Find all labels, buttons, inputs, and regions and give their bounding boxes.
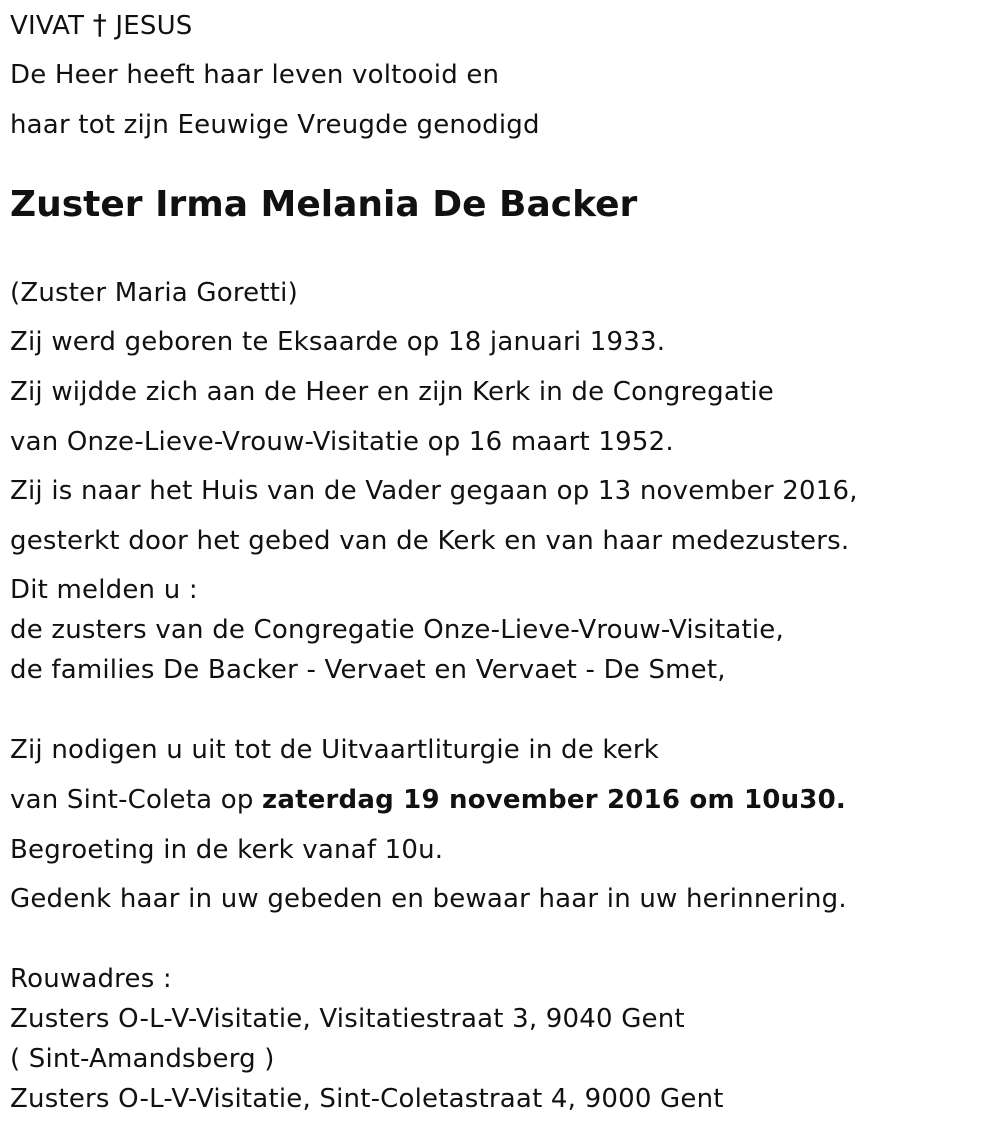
intro-line-2: haar tot zijn Eeuwige Vreugde genodigd — [10, 110, 540, 140]
funeral-date-time: zaterdag 19 november 2016 om 10u30. — [262, 785, 846, 815]
vivat-text: VIVAT — [10, 11, 85, 41]
cross-icon: † — [92, 8, 107, 41]
deceased-name: Zuster Irma Melania De Backer — [10, 184, 638, 225]
church-line — [10, 783, 846, 817]
address-line-1: Zusters O-L-V-Visitatie, Visitatiestraat 3, 9040 Gent — [10, 1004, 685, 1034]
death-line-2: gesterkt door het gebed van de Kerk en van haar medezusters. — [10, 526, 850, 556]
death-line-1: Zij is naar het Huis van de Vader gegaan op 13 november 2016, — [10, 476, 858, 506]
intro-line-1: De Heer heeft haar leven voltooid en — [10, 60, 500, 90]
sisters-line: de zusters van de Congregatie Onze-Lieve-Vrouw-Visitatie, — [10, 615, 784, 645]
jesus-text: JESUS — [115, 11, 193, 41]
address-label: Rouwadres : — [10, 964, 172, 994]
church-prefix: van Sint-Coleta op — [10, 785, 262, 815]
district-line: ( Sint-Amandsberg ) — [10, 1044, 275, 1074]
families-line: de families De Backer - Vervaet en Vervaet - De Smet, — [10, 655, 726, 685]
vows-line-1: Zij wijdde zich aan de Heer en zijn Kerk in de Congregatie — [10, 377, 774, 407]
invite-line: Zij nodigen u uit tot de Uitvaartliturgie in de kerk — [10, 735, 660, 765]
announce-line: Dit melden u : — [10, 575, 198, 605]
remember-line: Gedenk haar in uw gebeden en bewaar haar in uw herinnering. — [10, 884, 847, 914]
address-line-2: Zusters O-L-V-Visitatie, Sint-Coletastraat 4, 9000 Gent — [10, 1084, 724, 1114]
vivat-jesus-heading — [10, 8, 193, 43]
greeting-line: Begroeting in de kerk vanaf 10u. — [10, 835, 444, 865]
vows-line-2: van Onze-Lieve-Vrouw-Visitatie op 16 maart 1952. — [10, 427, 674, 457]
religious-name: (Zuster Maria Goretti) — [10, 278, 298, 308]
birth-line: Zij werd geboren te Eksaarde op 18 januari 1933. — [10, 327, 666, 357]
